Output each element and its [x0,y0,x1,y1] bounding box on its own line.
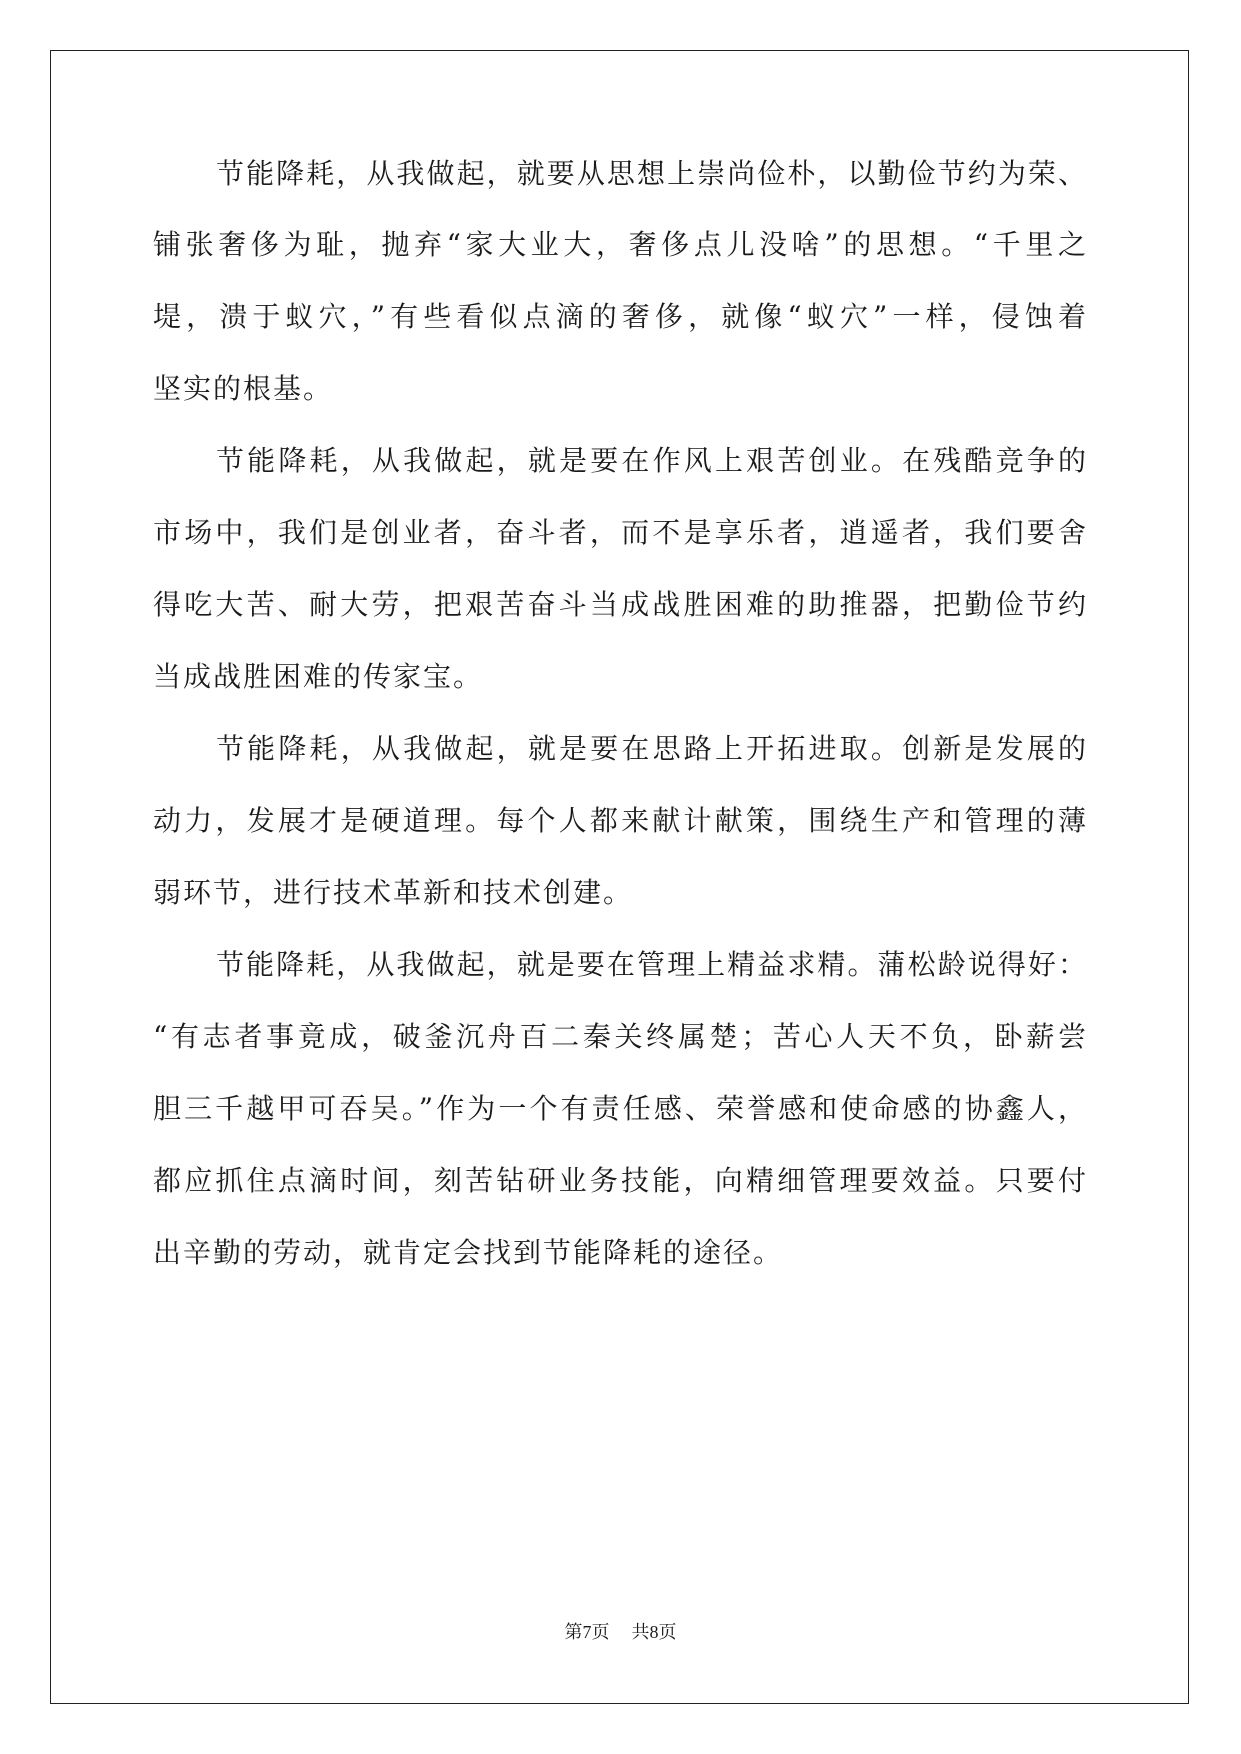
paragraph-4-line-1: 节能降耗，从我做起，就是要在管理上精益求精。蒲松龄说得好： [216,948,1088,981]
paragraph-4-line-2: “有志者事竟成，破釜沉舟百二秦关终属楚；苦心人天不负，卧薪尝 [153,1020,1088,1053]
paragraph-2-line-1: 节能降耗，从我做起，就是要在作风上艰苦创业。在残酷竞争的 [216,444,1088,477]
page-footer [0,1620,1241,1644]
paragraph-1-line-4: 坚实的根基。 [153,372,334,405]
paragraph-1-line-1: 节能降耗，从我做起，就要从思想上崇尚俭朴，以勤俭节约为荣、 [216,157,1088,190]
paragraph-2-line-2: 市场中，我们是创业者，奋斗者，而不是享乐者，逍遥者，我们要舍 [153,516,1088,549]
paragraph-4-line-3: 胆三千越甲可吞吴。”作为一个有责任感、荣誉感和使命感的协鑫人， [153,1092,1088,1125]
paragraph-1-line-3: 堤，溃于蚁穴，”有些看似点滴的奢侈，就像“蚁穴”一样，侵蚀着 [153,300,1088,333]
paragraph-3-line-2: 动力，发展才是硬道理。每个人都来献计献策，围绕生产和管理的薄 [153,804,1088,837]
paragraph-2-line-4: 当成战胜困难的传家宝。 [153,660,484,693]
paragraph-3-line-1: 节能降耗，从我做起，就是要在思路上开拓进取。创新是发展的 [216,732,1088,765]
paragraph-2-line-3: 得吃大苦、耐大劳，把艰苦奋斗当成战胜困难的助推器，把勤俭节约 [153,588,1088,621]
paragraph-4-line-4: 都应抓住点滴时间，刻苦钻研业务技能，向精细管理要效益。只要付 [153,1164,1088,1197]
current-page-number: 第7页 [564,1622,610,1642]
paragraph-1-line-2: 铺张奢侈为耻，抛弃“家大业大，奢侈点儿没啥”的思想。“千里之 [153,228,1088,261]
total-pages: 共8页 [631,1622,677,1642]
paragraph-3-line-3: 弱环节，进行技术革新和技术创建。 [153,876,634,909]
paragraph-4-line-5: 出辛勤的劳动，就肯定会找到节能降耗的途径。 [153,1236,784,1269]
